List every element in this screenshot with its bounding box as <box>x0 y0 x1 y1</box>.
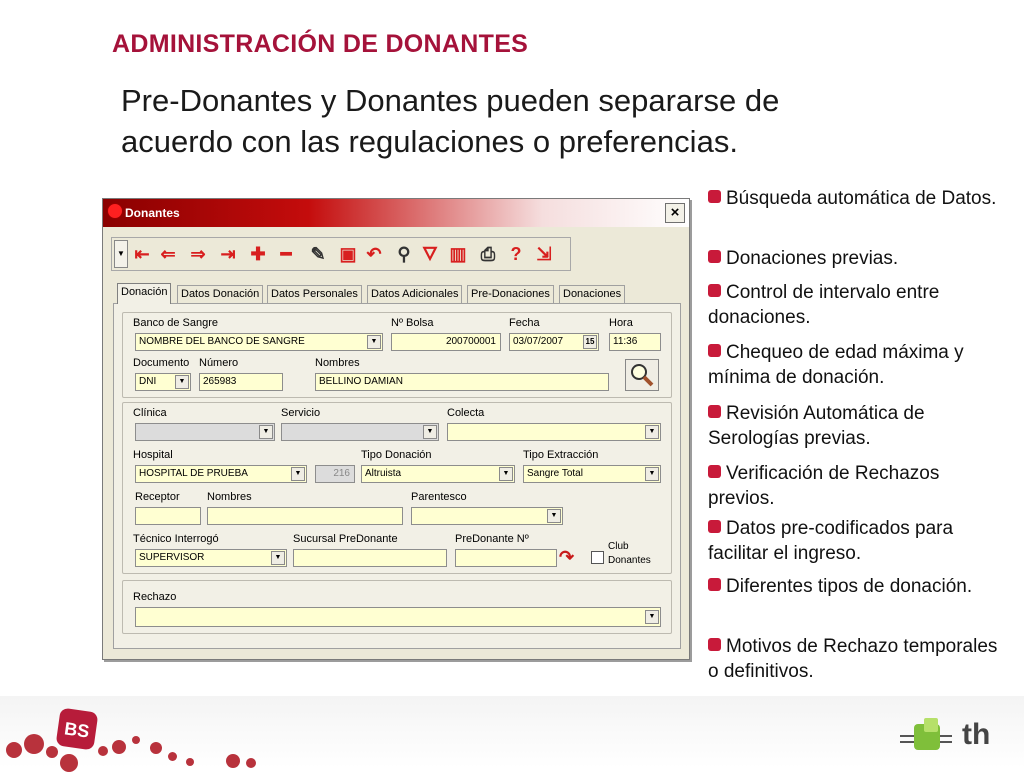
th-logo-mark <box>900 718 1010 758</box>
search-icon[interactable]: ⚲ <box>397 244 411 264</box>
rechazo-label: Rechazo <box>133 591 177 603</box>
chevron-down-icon[interactable]: ▼ <box>547 509 561 523</box>
bolsa-label: Nº Bolsa <box>391 317 434 329</box>
bullet-icon <box>708 284 721 297</box>
chevron-down-icon[interactable]: ▼ <box>291 467 305 481</box>
th-logo <box>900 718 1010 758</box>
nombres-input[interactable]: BELLINO DAMIAN <box>315 373 609 391</box>
search-button[interactable] <box>625 359 659 391</box>
list-item: Verificación de Rechazos previos. <box>708 463 940 509</box>
barcode-icon[interactable]: ▥ <box>449 244 467 264</box>
app-icon <box>107 203 123 219</box>
decorative-dot <box>150 742 162 754</box>
hora-input[interactable]: 11:36 <box>609 333 661 351</box>
hospital-select[interactable] <box>135 465 307 483</box>
receptor-nombres-label: Nombres <box>207 491 252 503</box>
slide-footer <box>0 696 1024 768</box>
add-icon[interactable]: ✚ <box>250 244 266 264</box>
banco-value: NOMBRE DEL BANCO DE SANGRE <box>139 336 305 347</box>
predonante-label: PreDonante Nº <box>455 533 529 545</box>
tipo-donacion-value: Altruista <box>365 468 402 479</box>
servicio-select[interactable] <box>281 423 439 441</box>
rechazo-group <box>122 580 672 634</box>
chevron-down-icon[interactable]: ▼ <box>645 467 659 481</box>
chevron-down-icon[interactable]: ▼ <box>271 551 285 565</box>
chevron-down-icon[interactable]: ▼ <box>175 375 189 389</box>
help-icon[interactable]: ? <box>510 244 522 264</box>
chevron-down-icon[interactable]: ▼ <box>259 425 273 439</box>
numero-input[interactable]: 265983 <box>199 373 283 391</box>
servicio-label: Servicio <box>281 407 321 419</box>
first-record-icon[interactable]: ⇤ <box>134 244 150 264</box>
bullet-icon <box>708 405 721 418</box>
bullet-icon <box>708 190 721 203</box>
tab-donaciones[interactable]: Donaciones <box>559 285 625 303</box>
fecha-input[interactable] <box>509 333 599 351</box>
th-logo-text: th <box>962 718 991 751</box>
hospital-label: Hospital <box>133 449 173 461</box>
bullet-icon <box>708 250 721 263</box>
tipo-extraccion-value: Sangre Total <box>527 468 583 479</box>
documento-label: Documento <box>133 357 190 369</box>
parentesco-select[interactable] <box>411 507 563 525</box>
numero-label: Número <box>199 357 239 369</box>
test-tube-icon[interactable]: 🜄 <box>422 244 438 264</box>
clinica-select[interactable] <box>135 423 275 441</box>
tab-datos-donacion[interactable]: Datos Donación <box>177 285 263 303</box>
chevron-down-icon[interactable]: ▼ <box>645 610 659 624</box>
slide-subtitle: Pre-Donantes y Donantes pueden separarse de acuerdo con las regulaciones o preferencias. <box>121 83 780 159</box>
donacion-panel <box>113 303 681 649</box>
previous-record-icon[interactable]: ⇐ <box>160 244 176 264</box>
slide-title: ADMINISTRACIÓN DE DONANTES <box>112 30 529 58</box>
print-icon[interactable]: ⎙ <box>480 244 496 264</box>
donor-group <box>122 312 672 398</box>
last-record-icon[interactable]: ⇥ <box>220 244 236 264</box>
hospital-code: 216 <box>315 465 355 483</box>
bolsa-input[interactable]: 200700001 <box>391 333 501 351</box>
bs-logo: BS <box>56 708 99 751</box>
exit-icon[interactable]: ⇲ <box>536 244 552 264</box>
hospital-value: HOSPITAL DE PRUEBA <box>139 468 248 479</box>
tecnico-value: SUPERVISOR <box>139 552 205 563</box>
receptor-nombres-input[interactable] <box>207 507 403 525</box>
next-record-icon[interactable]: ⇒ <box>190 244 206 264</box>
chevron-down-icon[interactable]: ▼ <box>499 467 513 481</box>
list-item: Motivos de Rechazo temporales o definitivos. <box>708 636 998 682</box>
decorative-dot <box>46 746 58 758</box>
parentesco-label: Parentesco <box>411 491 467 503</box>
club-label: Club <box>608 541 629 552</box>
list-item: Chequeo de edad máxima y mínima de donación. <box>708 342 964 388</box>
clinica-label: Clínica <box>133 407 167 419</box>
receptor-label: Receptor <box>135 491 180 503</box>
tab-pre-donaciones[interactable]: Pre-Donaciones <box>467 285 554 303</box>
documento-select[interactable] <box>135 373 191 391</box>
tipo-extraccion-select[interactable] <box>523 465 661 483</box>
fecha-value: 03/07/2007 <box>513 336 564 347</box>
donantes-label: Donantes <box>608 555 651 566</box>
decorative-dot <box>24 734 44 754</box>
nombres-label: Nombres <box>315 357 360 369</box>
list-item: Revisión Automática de Serologías previas. <box>708 403 925 449</box>
decorative-dot <box>98 746 108 756</box>
rechazo-select[interactable] <box>135 607 661 627</box>
calendar-icon[interactable]: 15 <box>583 335 597 349</box>
chevron-down-icon[interactable]: ▼ <box>645 425 659 439</box>
chevron-down-icon[interactable]: ▼ <box>367 335 381 349</box>
decorative-dot <box>112 740 126 754</box>
club-donantes-checkbox[interactable] <box>591 551 604 564</box>
hora-label: Hora <box>609 317 633 329</box>
documento-value: DNI <box>139 376 157 387</box>
colecta-select[interactable] <box>447 423 661 441</box>
undo-icon[interactable]: ↶ <box>366 244 382 264</box>
fecha-label: Fecha <box>509 317 540 329</box>
decorative-dot <box>60 754 78 772</box>
window-title: Donantes <box>125 206 180 220</box>
bullet-icon <box>708 465 721 478</box>
tecnico-label: Técnico Interrogó <box>133 533 219 545</box>
decorative-dot <box>246 758 256 768</box>
decorative-dot <box>6 742 22 758</box>
delete-icon[interactable]: ━ <box>280 244 292 264</box>
refresh-icon[interactable]: ↷ <box>559 547 575 567</box>
tipo-donacion-label: Tipo Donación <box>361 449 432 461</box>
tab-datos-adicionales[interactable]: Datos Adicionales <box>367 285 462 303</box>
save-icon[interactable]: ▣ <box>339 244 357 264</box>
list-item: Donaciones previas. <box>708 246 1008 271</box>
bullet-icon <box>708 638 721 651</box>
list-item: Datos pre-codificados para facilitar el ingreso. <box>708 518 954 564</box>
list-item: Control de intervalo entre donaciones. <box>708 282 940 328</box>
banco-label: Banco de Sangre <box>133 317 219 329</box>
toolbar <box>111 237 571 271</box>
decorative-dot <box>132 736 140 744</box>
colecta-label: Colecta <box>447 407 485 419</box>
bullet-icon <box>708 520 721 533</box>
list-item: Diferentes tipos de donación. <box>708 574 1008 599</box>
close-button[interactable]: × <box>665 203 685 223</box>
decorative-dot <box>168 752 177 761</box>
bullet-icon <box>708 344 721 357</box>
sucursal-label: Sucursal PreDonante <box>293 533 398 545</box>
decorative-dot <box>226 754 240 768</box>
decorative-dot <box>186 758 194 766</box>
tecnico-select[interactable] <box>135 549 287 567</box>
bullet-icon <box>708 578 721 591</box>
magnifier-icon <box>626 360 658 390</box>
chevron-down-icon[interactable]: ▼ <box>423 425 437 439</box>
tab-datos-personales[interactable]: Datos Personales <box>267 285 362 303</box>
predonante-input[interactable] <box>455 549 557 567</box>
banco-select[interactable] <box>135 333 383 351</box>
tipo-extraccion-label: Tipo Extracción <box>523 449 599 461</box>
origin-group <box>122 402 672 574</box>
tab-donacion[interactable]: Donación <box>117 283 171 304</box>
edit-pencil-icon[interactable]: ✎ <box>310 244 326 264</box>
tipo-donacion-select[interactable] <box>361 465 515 483</box>
sucursal-input[interactable] <box>293 549 447 567</box>
window-titlebar[interactable] <box>103 199 689 227</box>
donantes-window <box>102 198 690 660</box>
toolbar-dropdown[interactable]: ▼ <box>114 240 128 268</box>
list-item: Búsqueda automática de Datos. <box>708 186 1008 211</box>
receptor-input[interactable] <box>135 507 201 525</box>
